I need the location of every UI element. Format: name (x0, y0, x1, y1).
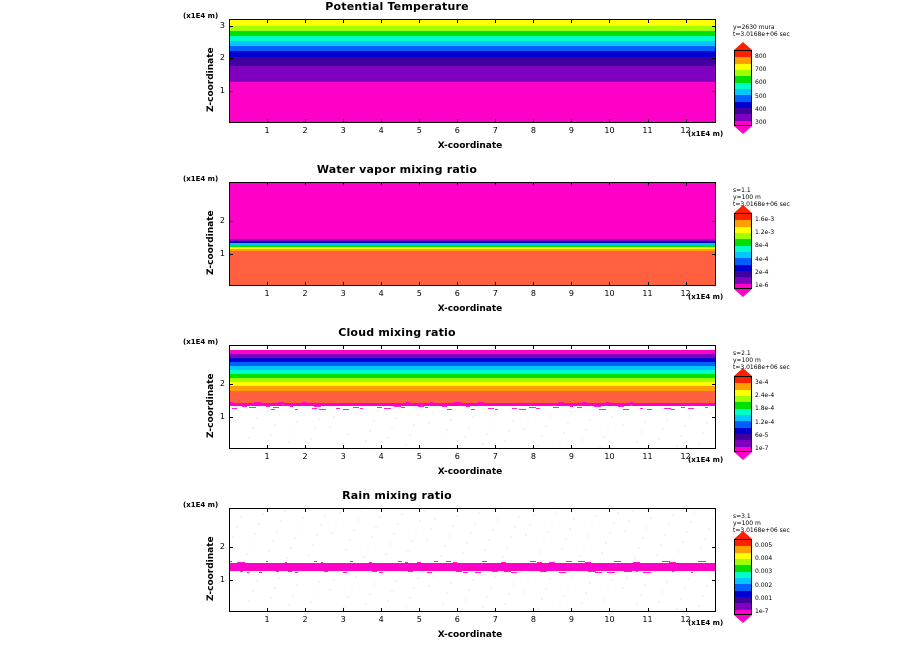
x-tick-mark (648, 608, 649, 612)
y-tick-mark (712, 580, 716, 581)
x-tick-mark (609, 445, 610, 449)
x-tick-label: 1 (264, 289, 270, 298)
x-tick-label: 1 (264, 126, 270, 135)
y-tick-label: 2 (219, 216, 225, 225)
panel-title: Rain mixing ratio (342, 489, 452, 502)
chart-panel-water-vapor (0, 163, 904, 326)
colorbar-tick-label: 300 (755, 119, 767, 126)
y-tick-mark (229, 547, 233, 548)
x-unit-label: (x1E4 m) (688, 619, 724, 627)
x-tick-label: 9 (568, 615, 574, 624)
x-tick-mark (571, 19, 572, 23)
x-tick-label: 4 (378, 452, 384, 461)
x-tick-mark (457, 608, 458, 612)
colorbar-top-arrow (734, 42, 752, 50)
y-axis-label: Z-coordinate (206, 373, 216, 438)
chart-panel-potential-temperature (0, 0, 904, 163)
annotation-text: s=1.1 (733, 187, 751, 194)
annotations (733, 350, 790, 371)
contour-band (230, 183, 715, 239)
x-tick-label: 11 (642, 126, 653, 135)
annotation-text: t=3.0168e+06 sec (733, 527, 790, 534)
colorbar-tick-label: 700 (755, 66, 767, 74)
contour-band (230, 66, 715, 82)
x-tick-label: 4 (378, 615, 384, 624)
x-tick-mark (267, 182, 268, 186)
x-tick-label: 8 (530, 452, 536, 461)
x-tick-mark (609, 608, 610, 612)
x-tick-mark (457, 445, 458, 449)
y-tick-label: 1 (219, 411, 225, 421)
x-tick-mark (571, 345, 572, 349)
x-tick-mark (267, 282, 268, 286)
x-tick-label: 2 (302, 126, 308, 135)
x-tick-mark (571, 282, 572, 286)
x-tick-mark (343, 445, 344, 449)
x-tick-mark (457, 282, 458, 286)
y-tick-mark (712, 91, 716, 92)
x-tick-label: 11 (642, 615, 653, 624)
x-tick-mark (533, 345, 534, 349)
x-tick-mark (419, 19, 420, 23)
x-tick-label: 5 (416, 289, 422, 298)
x-tick-label: 8 (530, 126, 536, 135)
x-tick-label: 12 (680, 126, 691, 135)
annotation-text: s=3.1 (733, 513, 751, 520)
x-tick-mark (648, 119, 649, 123)
y-axis-label: Z-coordinate (206, 536, 216, 601)
x-tick-mark (686, 445, 687, 449)
x-tick-mark (457, 119, 458, 123)
colorbar-tick-label: 500 (755, 92, 767, 100)
x-tick-label: 11 (642, 452, 653, 461)
x-tick-mark (609, 345, 610, 349)
y-tick-mark (229, 91, 233, 92)
x-tick-label: 6 (454, 289, 460, 298)
x-tick-mark (609, 282, 610, 286)
x-tick-mark (419, 445, 420, 449)
colorbar-tick-label: 1e-6 (755, 282, 769, 289)
colorbar-tick-label: 3e-4 (755, 379, 769, 386)
x-tick-mark (419, 608, 420, 612)
x-tick-label: 5 (416, 615, 422, 624)
x-tick-mark (609, 119, 610, 123)
y-unit-label: (x1E4 m) (183, 501, 219, 509)
y-tick-label: 2 (219, 542, 225, 551)
x-tick-label: 5 (416, 126, 422, 135)
colorbar-tick-label: 1e-7 (755, 445, 769, 452)
annotation-text: t=3.0168e+06 sec (733, 201, 790, 208)
colorbar-tick-label: 0.001 (755, 594, 773, 602)
x-tick-mark (609, 508, 610, 512)
x-tick-label: 10 (604, 289, 615, 298)
contour-band (230, 57, 715, 66)
data-speckle-overlay (230, 346, 715, 448)
colorbar-bottom-arrow (734, 452, 752, 460)
annotation-text: y=100 m (733, 520, 761, 527)
y-tick-label: 1 (219, 574, 225, 584)
colorbar-scale (734, 376, 752, 452)
panel-title: Water vapor mixing ratio (316, 163, 478, 176)
x-tick-mark (495, 182, 496, 186)
x-tick-mark (457, 345, 458, 349)
x-tick-mark (648, 345, 649, 349)
x-tick-mark (305, 282, 306, 286)
x-tick-label: 4 (378, 126, 384, 135)
x-tick-label: 3 (340, 126, 346, 135)
colorbar-tick-label: 1.6e-3 (755, 216, 775, 223)
x-tick-mark (495, 119, 496, 123)
colorbar-tick-label: 0.004 (755, 555, 773, 563)
x-tick-mark (686, 508, 687, 512)
x-tick-mark (686, 19, 687, 23)
contour-band (230, 82, 715, 123)
annotation-text: y=100 m (733, 194, 761, 201)
x-tick-label: 9 (568, 126, 574, 135)
y-tick-mark (712, 384, 716, 385)
y-tick-mark (229, 580, 233, 581)
x-tick-mark (495, 282, 496, 286)
x-tick-mark (495, 608, 496, 612)
x-tick-mark (648, 508, 649, 512)
chart-panel-rain-mixing-ratio (0, 489, 904, 652)
x-tick-label: 10 (604, 126, 615, 135)
x-tick-mark (533, 182, 534, 186)
x-tick-mark (305, 119, 306, 123)
colorbar-tick-label: 1.2e-3 (755, 229, 775, 237)
x-tick-label: 12 (680, 615, 691, 624)
x-tick-mark (571, 119, 572, 123)
y-tick-mark (229, 58, 233, 59)
x-tick-mark (686, 282, 687, 286)
x-tick-label: 7 (492, 289, 498, 298)
x-tick-label: 9 (568, 452, 574, 461)
annotations (733, 513, 790, 534)
plot-area (229, 182, 716, 286)
x-tick-mark (343, 119, 344, 123)
x-tick-mark (381, 19, 382, 23)
x-tick-label: 11 (642, 289, 653, 298)
x-tick-mark (267, 345, 268, 349)
x-tick-label: 6 (454, 452, 460, 461)
colorbar-tick-label: 0.002 (755, 581, 773, 589)
x-tick-mark (343, 508, 344, 512)
x-tick-label: 4 (378, 289, 384, 298)
y-tick-label: 3 (219, 20, 225, 30)
x-tick-label: 7 (492, 126, 498, 135)
x-tick-mark (533, 445, 534, 449)
colorbar-scale (734, 213, 752, 289)
x-tick-mark (686, 345, 687, 349)
annotation-text: s=2.1 (733, 350, 751, 357)
plot-area (229, 345, 716, 449)
y-tick-mark (229, 254, 233, 255)
panel-title: Potential Temperature (325, 0, 469, 13)
x-tick-label: 12 (680, 452, 691, 461)
x-tick-mark (305, 345, 306, 349)
x-tick-label: 7 (492, 452, 498, 461)
x-axis-label: X-coordinate (437, 630, 503, 640)
x-tick-mark (267, 445, 268, 449)
x-tick-mark (648, 182, 649, 186)
annotations (733, 24, 790, 38)
y-unit-label: (x1E4 m) (183, 338, 219, 346)
x-unit-label: (x1E4 m) (688, 130, 724, 138)
x-tick-label: 6 (454, 126, 460, 135)
x-tick-mark (457, 508, 458, 512)
x-tick-mark (419, 182, 420, 186)
colorbar-tick-label: 800 (755, 53, 767, 60)
colorbar-tick-label: 0.003 (755, 568, 773, 576)
x-tick-label: 1 (264, 615, 270, 624)
colorbar-tick-label: 1.2e-4 (755, 418, 775, 426)
x-tick-mark (267, 508, 268, 512)
x-tick-mark (305, 608, 306, 612)
x-tick-mark (686, 608, 687, 612)
y-tick-mark (229, 384, 233, 385)
annotations (733, 187, 790, 208)
x-axis-label: X-coordinate (437, 304, 503, 314)
colorbar-scale (734, 539, 752, 615)
x-tick-mark (495, 508, 496, 512)
x-tick-label: 2 (302, 452, 308, 461)
x-tick-mark (533, 508, 534, 512)
x-axis-label: X-coordinate (437, 141, 503, 151)
x-tick-mark (571, 182, 572, 186)
colorbar-tick-label: 4e-4 (755, 255, 769, 263)
x-tick-mark (267, 19, 268, 23)
x-tick-mark (419, 508, 420, 512)
y-tick-mark (712, 26, 716, 27)
x-tick-label: 9 (568, 289, 574, 298)
x-unit-label: (x1E4 m) (688, 456, 724, 464)
x-tick-mark (495, 345, 496, 349)
annotation-text: y=100 m (733, 357, 761, 364)
y-axis-label: Z-coordinate (206, 210, 216, 275)
x-tick-mark (305, 19, 306, 23)
annotation-text: y=2630 mura (733, 24, 775, 31)
colorbar-tick-label: 600 (755, 79, 767, 87)
y-tick-mark (229, 26, 233, 27)
y-unit-label: (x1E4 m) (183, 12, 219, 20)
colorbar-tick-label: 6e-5 (755, 431, 769, 439)
annotation-text: t=3.0168e+06 sec (733, 364, 790, 371)
colorbar-tick-label: 1.8e-4 (755, 405, 775, 413)
y-tick-mark (712, 221, 716, 222)
y-tick-mark (712, 417, 716, 418)
x-tick-mark (343, 345, 344, 349)
x-tick-mark (381, 445, 382, 449)
x-tick-mark (343, 182, 344, 186)
data-speckle-overlay (230, 509, 715, 611)
colorbar-bottom-arrow (734, 289, 752, 297)
x-tick-label: 10 (604, 452, 615, 461)
x-tick-mark (609, 182, 610, 186)
x-tick-mark (648, 282, 649, 286)
x-tick-mark (419, 282, 420, 286)
x-tick-mark (381, 182, 382, 186)
x-tick-label: 8 (530, 289, 536, 298)
contour-band (230, 251, 715, 286)
y-tick-label: 1 (219, 85, 225, 95)
x-tick-label: 3 (340, 452, 346, 461)
x-tick-label: 12 (680, 289, 691, 298)
x-tick-mark (495, 445, 496, 449)
colorbar-tick-label: 8e-4 (755, 242, 769, 250)
plot-area (229, 508, 716, 612)
y-tick-mark (229, 221, 233, 222)
x-tick-label: 8 (530, 615, 536, 624)
colorbar-scale (734, 50, 752, 126)
annotation-text: t=3.0168e+06 sec (733, 31, 790, 38)
x-tick-mark (343, 19, 344, 23)
x-tick-mark (533, 282, 534, 286)
x-tick-mark (495, 19, 496, 23)
x-tick-label: 2 (302, 615, 308, 624)
x-tick-mark (571, 608, 572, 612)
x-tick-mark (305, 508, 306, 512)
x-tick-mark (686, 182, 687, 186)
x-tick-mark (533, 608, 534, 612)
x-tick-mark (571, 508, 572, 512)
x-tick-mark (419, 345, 420, 349)
colorbar-tick-label: 400 (755, 105, 767, 113)
x-tick-label: 3 (340, 289, 346, 298)
x-tick-label: 5 (416, 452, 422, 461)
x-tick-mark (381, 508, 382, 512)
x-tick-mark (457, 19, 458, 23)
x-tick-mark (381, 608, 382, 612)
y-tick-label: 2 (219, 379, 225, 388)
x-tick-label: 7 (492, 615, 498, 624)
plot-area (229, 19, 716, 123)
x-unit-label: (x1E4 m) (688, 293, 724, 301)
colorbar-bottom-arrow (734, 615, 752, 623)
x-tick-mark (381, 282, 382, 286)
x-axis-label: X-coordinate (437, 467, 503, 477)
x-tick-mark (686, 119, 687, 123)
x-tick-mark (381, 345, 382, 349)
y-tick-mark (712, 547, 716, 548)
colorbar-bottom-arrow (734, 126, 752, 134)
colorbar-tick-label: 2e-4 (755, 268, 769, 276)
x-tick-mark (533, 119, 534, 123)
x-tick-label: 1 (264, 452, 270, 461)
y-tick-label: 1 (219, 248, 225, 258)
x-tick-mark (533, 19, 534, 23)
x-tick-mark (648, 445, 649, 449)
x-tick-mark (609, 19, 610, 23)
x-tick-mark (381, 119, 382, 123)
colorbar-tick-label: 1e-7 (755, 608, 769, 615)
x-tick-mark (457, 182, 458, 186)
y-tick-mark (229, 417, 233, 418)
y-axis-label: Z-coordinate (206, 47, 216, 112)
x-tick-mark (648, 19, 649, 23)
x-tick-mark (305, 445, 306, 449)
x-tick-mark (305, 182, 306, 186)
x-tick-mark (267, 608, 268, 612)
y-tick-mark (712, 254, 716, 255)
x-tick-mark (343, 608, 344, 612)
x-tick-mark (343, 282, 344, 286)
y-tick-mark (712, 58, 716, 59)
colorbar-tick-label: 2.4e-4 (755, 392, 775, 400)
x-tick-label: 10 (604, 615, 615, 624)
x-tick-label: 6 (454, 615, 460, 624)
panel-title: Cloud mixing ratio (338, 326, 456, 339)
colorbar-tick-label: 0.005 (755, 542, 773, 549)
y-unit-label: (x1E4 m) (183, 175, 219, 183)
x-tick-mark (419, 119, 420, 123)
x-tick-mark (571, 445, 572, 449)
chart-panel-cloud-mixing-ratio (0, 326, 904, 489)
x-tick-label: 2 (302, 289, 308, 298)
x-tick-label: 3 (340, 615, 346, 624)
y-tick-label: 2 (219, 53, 225, 62)
x-tick-mark (267, 119, 268, 123)
